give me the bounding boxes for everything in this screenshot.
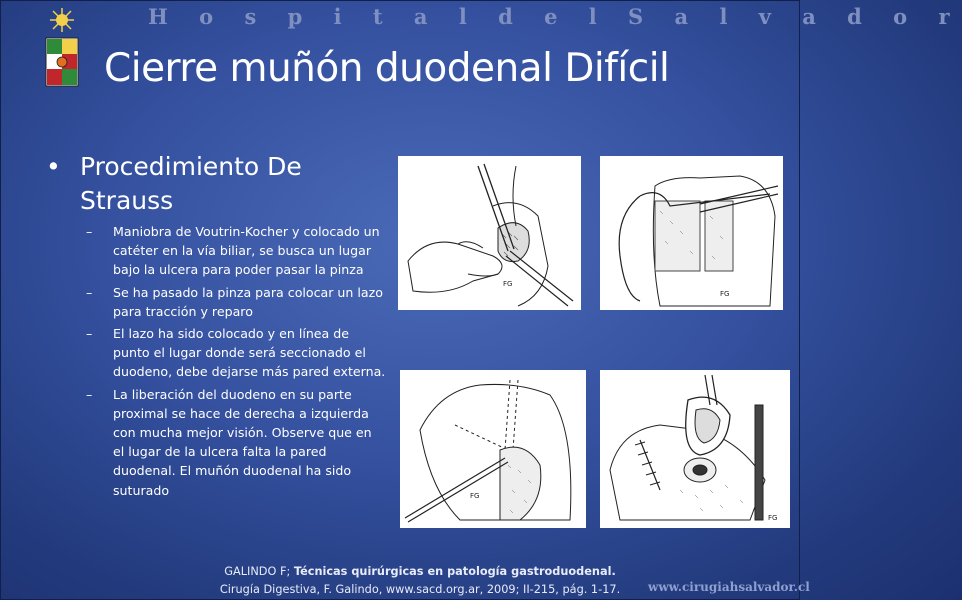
citation-line-1 (200, 563, 640, 581)
website-url: www.cirugiahsalvador.cl (648, 580, 810, 594)
citation-source: Cirugía Digestiva, F. Galindo, www.sacd.org.ar, 2009; II-215, pág. 1-17. (219, 583, 621, 596)
dash-icon: – (86, 224, 93, 239)
sub-bullet-text: El lazo ha sido colocado y en línea de punto el lugar donde será seccionado el duodeno, debe dejarse más pared externa. (113, 326, 386, 380)
dash-icon: – (86, 386, 93, 402)
sub-bullet (86, 222, 386, 280)
surgical-illustration-3 (400, 370, 586, 528)
citation (200, 563, 640, 599)
bullet-dot-icon: • (46, 152, 61, 181)
citation-title: Técnicas quirúrgicas en patología gastroduodenal. (293, 565, 616, 578)
main-bullet-text: Procedimiento De Strauss (80, 152, 302, 215)
citation-author: GALINDO F; (224, 565, 291, 578)
star-emblem-icon (50, 8, 74, 32)
svg-text:FG: FG (720, 290, 730, 298)
slide-title: Cierre muñón duodenal Difícil (104, 46, 670, 91)
surgical-illustration-1 (398, 156, 581, 310)
dash-icon: – (86, 284, 93, 300)
surgical-illustration-4 (600, 370, 790, 528)
sub-bullet-text: Se ha pasado la pinza para colocar un lazo para tracción y reparo (113, 284, 383, 319)
sub-bullet-text: Maniobra de Voutrin-Kocher y colocado un catéter en la vía biliar, se busca un lugar bajo la ulcera para poder pasar la pinza (113, 224, 380, 278)
sub-bullet (86, 324, 386, 382)
sub-bullet-text: La liberación del duodeno en su parte proximal se hace de derecha a izquierda con mucha mejor visión. Observe que en el lugar de la ulcera falta la pared duodenal. El muñón duodenal ha sido suturado (113, 386, 372, 498)
sub-bullet-list (86, 222, 386, 503)
shield-icon (46, 38, 78, 86)
sub-bullet (86, 283, 386, 321)
dash-icon: – (86, 326, 93, 342)
svg-text:FG: FG (503, 280, 513, 288)
sub-bullet (86, 385, 386, 500)
svg-text:FG: FG (470, 492, 480, 500)
hospital-logo (38, 6, 86, 92)
hospital-name-header: H o s p i t a l d e l S a l v a d o r (148, 4, 962, 29)
surgical-illustration-2 (600, 156, 783, 310)
svg-text:FG: FG (768, 514, 778, 522)
